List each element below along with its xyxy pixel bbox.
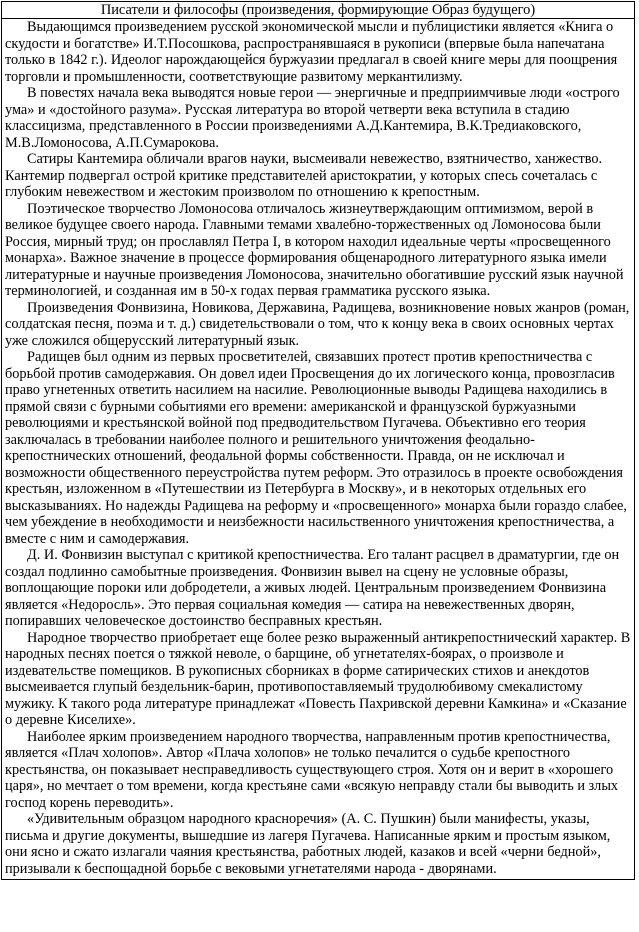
paragraph-literary-language: Произведения Фонвизина, Новикова, Державина, Радищева, возникновение новых жанров (роман, солдатская песня, поэма и т. д.) свидетельствовали о том, что к концу века в своих основных чертах уже сложился общерусский литературный язык. (5, 299, 630, 349)
paragraph-kantemir: Сатиры Кантемира обличали врагов науки, высмеивали невежество, взятничество, ханжество. Кантемир подвергал острой критике представителей аристократии, у которых спесь сочеталась с глубоким невежеством и жестоким произволом по отношению к крепостным. (5, 151, 603, 200)
paragraph-pososhkov: Выдающимся произведением русской экономической мысли и публицистики является «Книга о скудости и богатстве» И.Т.Посошкова, распространявшаяся в рукописи (впервые была напечатана только в 1842 г.). Идеолог нарождающейся буржуазии предлагал в своей книге меры для поощрения торговли и промышленности, соответствующие развитому меркантилизму. (5, 19, 618, 85)
content-table (1, 1, 635, 880)
paragraph-fonvizin: Д. И. Фонвизин выступал с критикой крепостничества. Его талант расцвел в драматургии, где он создал подлинно самобытные произведения. Фонвизин вывел на сцену не условные образы, воплощающие пороки или добродетели, а живых людей. Центральным произведением Фонвизина является «Недоросль». Это первая социальная комедия — сатира на невежественных дворян, попиравших человеческое достоинство бесправных крестьян. (5, 547, 620, 629)
paragraph-plach-kholopov: Наиболее ярким произведением народного творчества, направленным против крепостничества, является «Плач холопов». Автор «Плача холопов» не только печалится о судьбе крепостного крестьянства, он показывает несправедливость существующего строя. Хотя он и верит в «хорошего царя», но мечтает о том времени, когда крестьяне сами «всякую неправду стали бы выводить и злых господ корень переводить». (5, 728, 619, 811)
paragraph-pugachev-documents: «Удивительным образцом народного красноречия» (А. С. Пушкин) были манифесты, указы, письма и другие документы, вышедшие из лагеря Пугачева. Написанные ярким и простым языком, они ясно и сжато излагали чаяния крестьянства, работных людей, казаков и всей «черни бедной», призывали к беспощадной борьбе с вековыми угнетателями народа - дворянами. (5, 811, 611, 877)
table-body-cell (2, 19, 634, 879)
paragraph-new-heroes: В повестях начала века выводятся новые герои — энергичные и предприимчивые люди «острого ума» и «достойного разума». Русская литература во второй четверти века вступила в стадию классицизма, представленного в России произведениями А.Д.Кантемира, В.К.Тредиаковского, М.В.Ломоносова, А.П.Сумарокова. (5, 85, 620, 151)
paragraph-folk-art: Народное творчество приобретает еще более резко выраженный антикрепостнический характер. В народных песнях поется о тяжкой неволе, о барщине, об угнетателях-боярах, о произволе и издевательстве помещиков. В рукописных сборниках в форме сатирических стихов и анекдотов высмеивается глупый бездельник-барин, противопоставляемый трудолюбивому смекалистому мужику. К такого рода литературе принадлежат «Повесть Пахривской деревни Камкина» и «Сказание о деревне Киселихе». (5, 629, 631, 728)
paragraph-radishchev: Радищев был одним из первых просветителей, связавших протест против крепостничества с борьбой против самодержавия. Он довел идеи Просвещения до их логического конца, провозгласив право угнетенных ответить насилием на насилие. Революционные выводы Радищева находились в прямой связи с бурными событиями его времени: американской и французской буржуазными революциями и крестьянской войной под предводительством Пугачева. Объективно его теория заключалась в требовании наиболее полного и решительного уничтожения феодально-крепостнических отношений, феодальной формы собственности. Правда, он не исключал и возможности общественного переустройства путем реформ. Это отразилось в проекте освобождения крестьян, изложенном в «Путешествии из Петербурга в Москву», и в некоторых отдельных его высказываниях. Но надежды Радищева на реформу и «просвещенного» монарха были гораздо слабее, чем убеждение в необходимости и неизбежности насильственного уничтожения крепостничества, а вместе с ним и самодержавия. (5, 349, 627, 547)
table-header: Писатели и философы (произведения, формирующие Образ будущего) (2, 2, 634, 19)
paragraph-lomonosov: Поэтическое творчество Ломоносова отличалось жизнеутверждающим оптимизмом, верой в великое будущее своего народа. Главными темами хвалебно-торжественных од Ломоносова были Россия, мирный труд; он прославлял Петра I, в котором находил идеальные черты «просвещенного монарха». Важное значение в процессе формирования общенародного литературного языка имели литературные и научные произведения Ломоносова, значительно обогатившие русский язык научной терминологией, и созданная им в 50-х годах первая грамматика русского языка. (5, 200, 624, 299)
